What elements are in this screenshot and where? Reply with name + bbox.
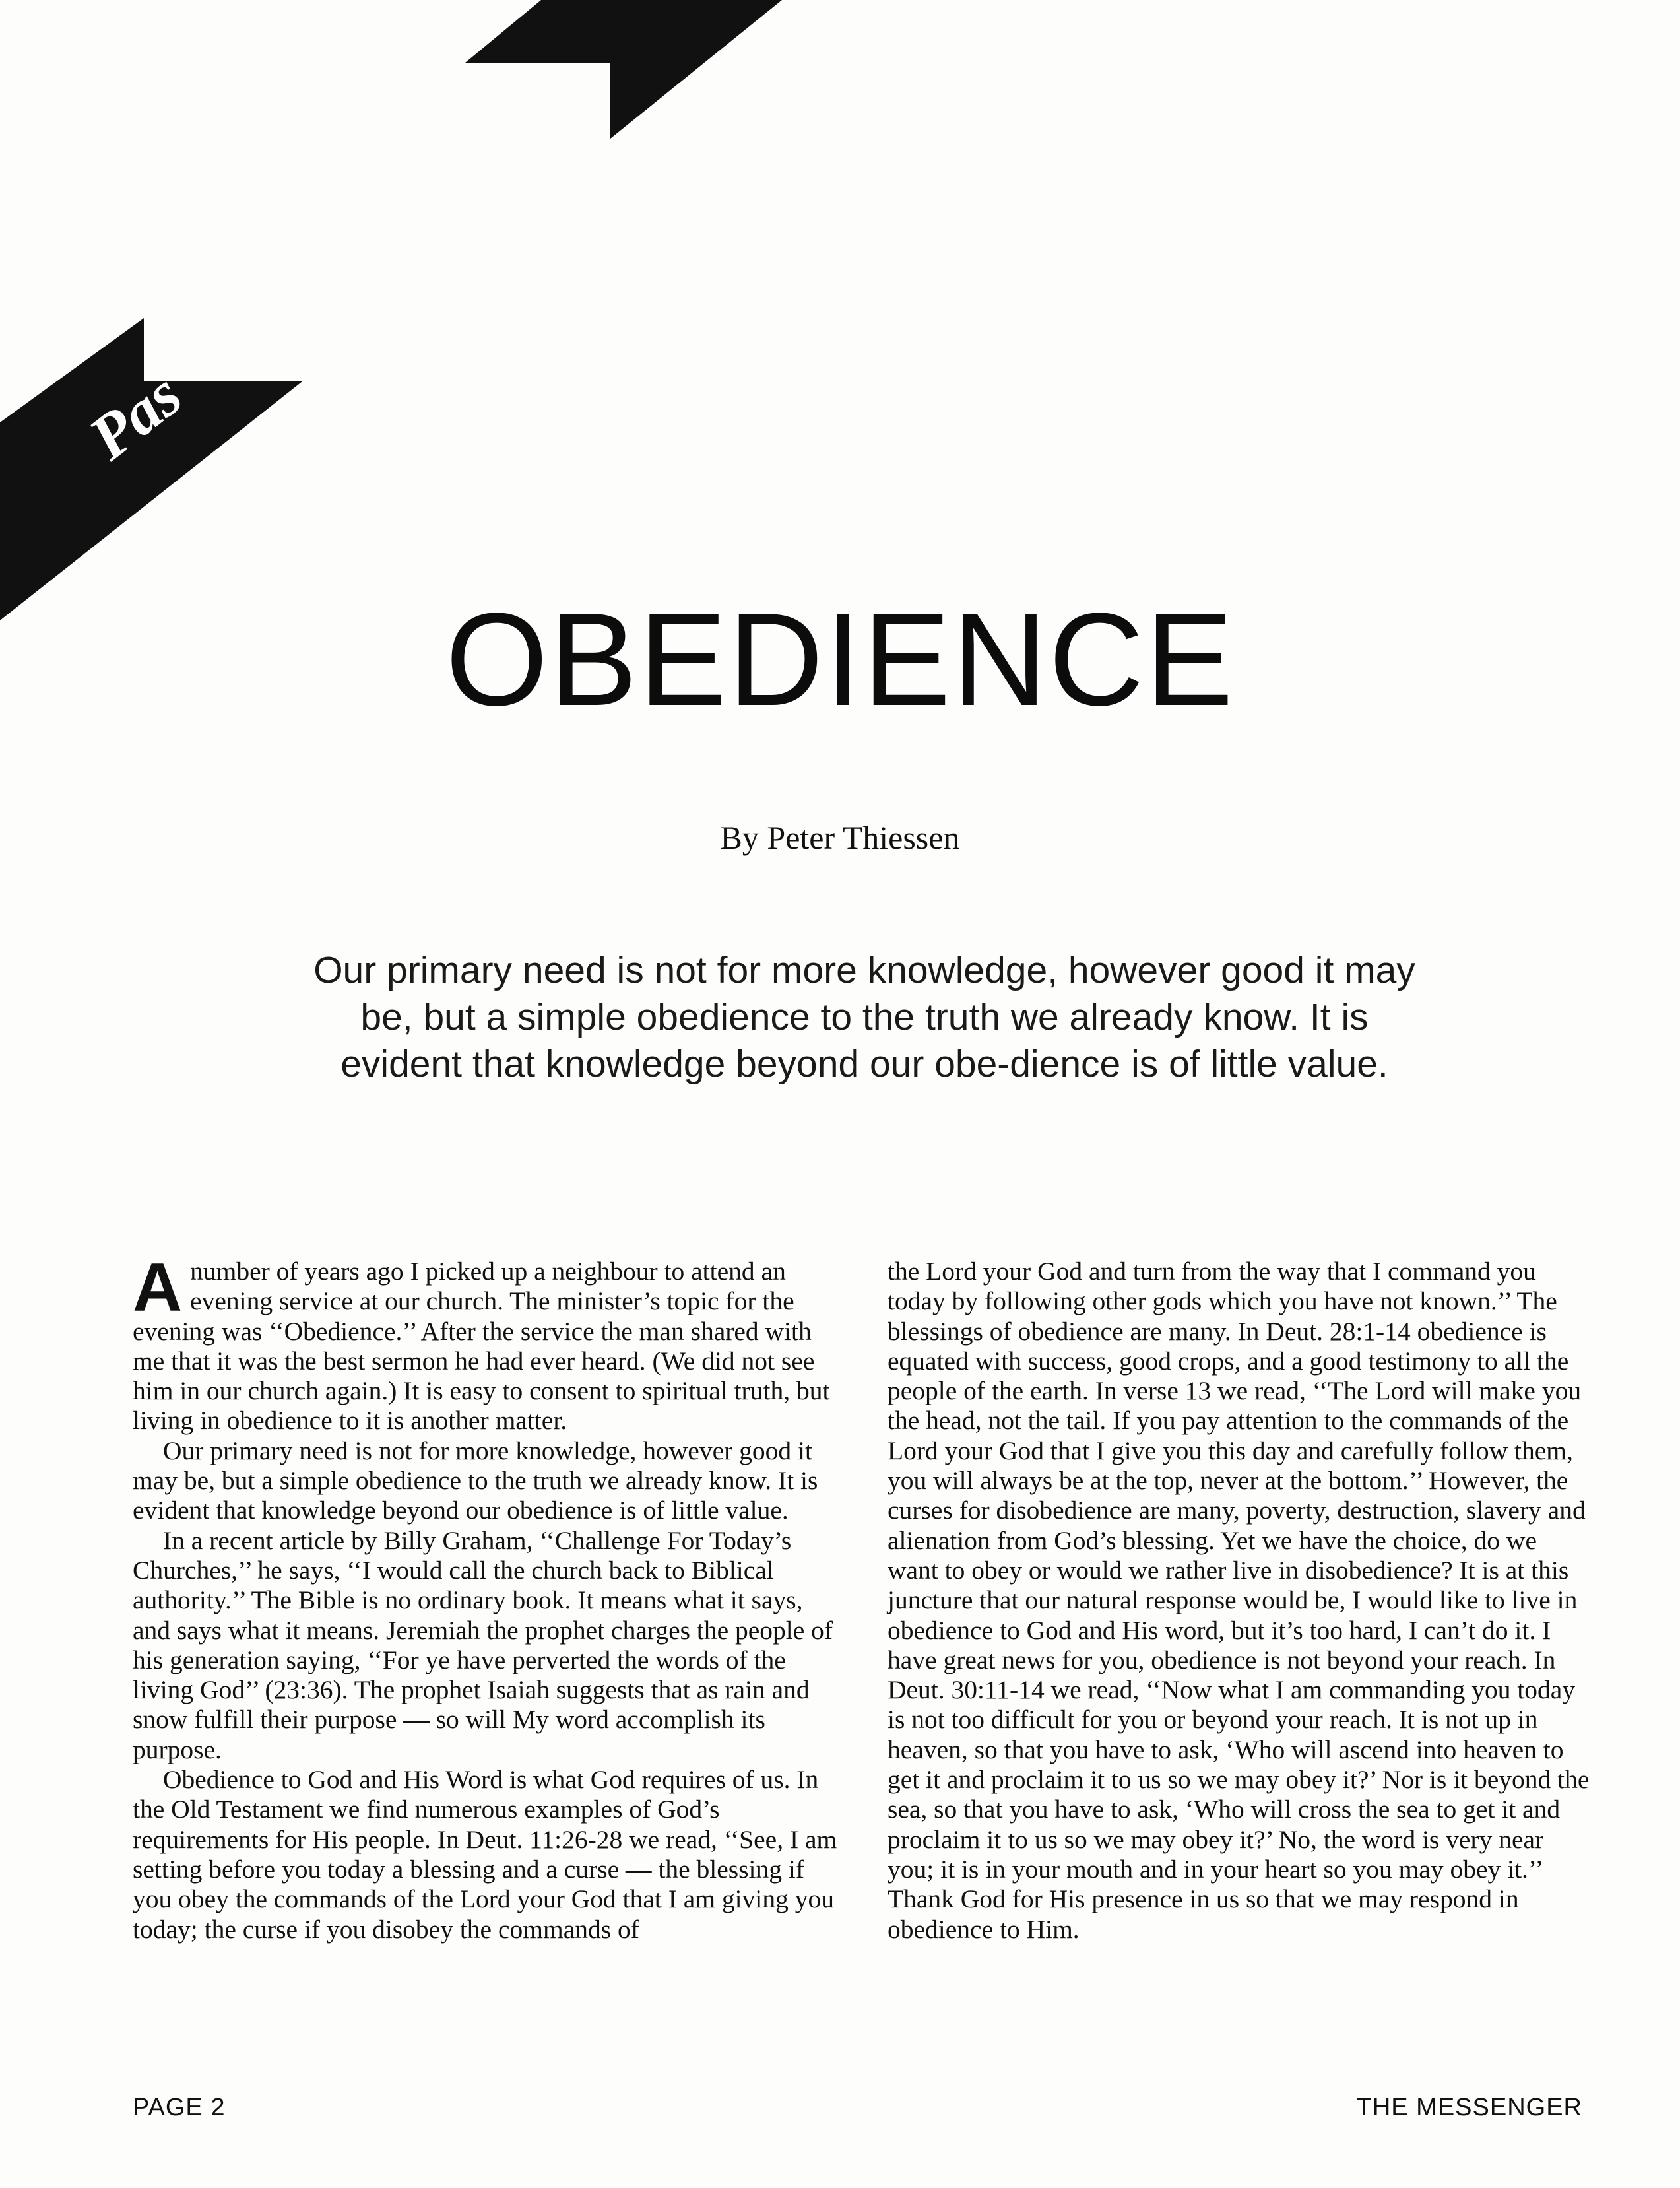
page-number: PAGE 2 [133,2094,226,2121]
paragraph [133,1249,839,1436]
paragraph-text: number of years ago I picked up a neighbour to attend an evening service at our church. The minister’s topic for the evening was ‘‘Obedience.’’ After the service the man shared with me that it was the best sermon he had ever heard. (We did not see him in our church again.) It is easy to consent to spiritual truth, but living in obedience to it is another matter. [133,1257,830,1436]
section-tag: Pas [76,358,195,473]
paragraph: the Lord your God and turn from the way that I command you today by following other gods which you have not known.’’ The blessings of obedience are many. In Deut. 28:1-14 obedience is equated with success, good crops, and a good testimony to all the people of the earth. In verse 13 we read, ‘‘The Lord will make you the head, not the tail. If you pay attention to the commands of the Lord your God that I give you this day and carefully follow them, you will always be at the top, never at the bottom.’’ However, the curses for disobedience are many, poverty, destruction, slavery and alienation from God’s blessing. Yet we have the choice, do we want to obey or would we rather live in disobedience? It is at this juncture that our natural response would be, I would like to live in obedience to God and His word, but it’s too hard, I can’t do it. I have great news for you, obedience is not beyond your reach. In Deut. 30:11-14 we read, ‘‘Now what I am commanding you today is not too difficult for you or beyond your reach. It is not up in heaven, so that you have to ask, ‘Who will ascend into heaven to get it and proclaim it to us so we may obey it?’ Nor is it beyond the sea, so that you have to ask, ‘Who will cross the sea to get it and proclaim it to us so we may obey it?’ No, the word is very near you; it is in your mouth and in your heart so you may obey it.’’ Thank God for His presence in us so that we may respond in obedience to Him. [888,1257,1590,1944]
paragraph: Our primary need is not for more knowledge, however good it may be, but a simple obedience to the truth we already know. It is evident that knowledge beyond our obedience is of little value. [133,1436,818,1525]
drop-cap: A [133,1249,183,1326]
paragraph: Obedience to God and His Word is what God requires of us. In the Old Testament we find numerous examples of God’s requirements for His people. In Deut. 11:26-28 we read, ‘‘See, I am setting before you today a blessing and a curse — the blessing if you obey the commands of the Lord your God that I am giving you today; the curse if you disobey the commands of [133,1765,837,1944]
body-column-right [888,1257,1594,1944]
byline: By Peter Thiessen [720,819,960,856]
paragraph: In a recent article by Billy Graham, ‘‘Challenge For Today’s Churches,’’ he says, ‘‘I would call the church back to Biblical authority.’’ The Bible is no ordinary book. It means what it says, and says what it means. Jeremiah the prophet charges the people of his generation saying, ‘‘For ye have perverted the words of the living God’’ (23:36). The prophet Isaiah suggests that as rain and snow fulfill their purpose — so will My word accomplish its purpose. [133,1525,833,1764]
corner-ribbon-art [0,0,825,634]
top-ribbon-shape [465,0,782,139]
publication-name: THE MESSENGER [1356,2094,1582,2121]
pull-quote: Our primary need is not for more knowledge, however good it may be, but a simple obedience to the truth we already know. It is evident that knowledge beyond our obe-dience is of little value. [313,949,1415,1085]
article-title: OBEDIENCE [445,586,1235,733]
body-column-left [133,1249,839,1944]
